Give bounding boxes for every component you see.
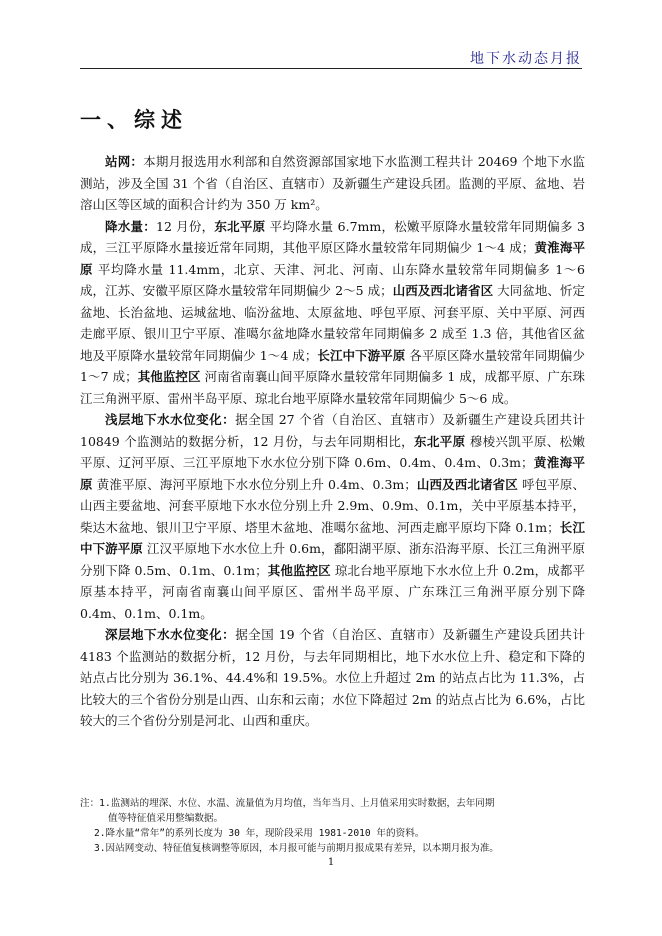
region-label: 东北平原 <box>414 433 466 449</box>
paragraph-text: 本期月报选用水利部和自然资源部国家地下水监测工程共计 20469 个地下水监测站，涉及全国 31 个省（自治区、直辖市）及新疆生产建设兵团。监测的平原、盆地、岩溶山区等区域的面积合计约为 350 万 km²。 <box>80 154 585 212</box>
paragraph-precipitation <box>80 216 585 410</box>
paragraph-text: 据全国 27 个省（自治区、直辖市）及新疆生产建设兵团共计 10849 个监测站的数据分析，12 月份，与去年同期相比， <box>80 412 585 449</box>
section-title: 一、综述 <box>80 108 188 132</box>
region-label: 山西及西北诸省区 <box>416 476 518 492</box>
paragraph-text: 琼北台地平原地下水水位上升 0.2m，成都平原基本持平，河南省南襄山间平原区、雷州半岛平原、广东珠江三角洲平原分别下降 0.4m、0.1m、0.1m。 <box>80 562 585 621</box>
region-label: 黄淮海平原 <box>80 240 585 277</box>
page-number: 1 <box>327 857 335 868</box>
paragraph-text: 河南省南襄山间平原降水量较常年同期偏多 1 成，成都平原、广东珠江三角洲平原、雷州半岛平原、琼北台地平原降水量较常年同期偏少 5～6 成。 <box>80 369 585 406</box>
header-divider <box>80 68 582 69</box>
paragraph-text: 12 月份， <box>156 218 215 234</box>
region-label: 长江中下游平原 <box>317 347 406 363</box>
paragraph-network <box>80 151 585 216</box>
paragraph-text: 各平原区降水量较常年同期偏少 1～7 成； <box>80 347 585 384</box>
footnote-3: 3.因站网变动、特征值复核调整等原因，本月报可能与前期月报成果有差异，以本期月报为准。 <box>94 843 499 854</box>
region-label: 其他监控区 <box>137 369 201 384</box>
paragraph-text: 平均降水量 6.7mm，松嫩平原降水量较常年同期偏多 3 成，三江平原降水量接近常年同期，其他平原区降水量较常年同期偏少 1～4 成； <box>80 218 585 255</box>
paragraph-text: 大同盆地、忻定盆地、长治盆地、运城盆地、临汾盆地、太原盆地、呼包平原、河套平原、关中平原、河西走廊平原、银川卫宁平原、准噶尔盆地降水量较常年同期偏多 2 成至 1.3 倍，其他省区盆地及平原降水量较常年同期偏少 1～4 成； <box>80 283 585 363</box>
region-label: 山西及西北诸省区 <box>392 283 494 298</box>
paragraph-text: 呼包平原、山西主要盆地、河套平原地下水水位分别上升 2.9m、0.9m、0.1m，关中平原基本持平，柴达木盆地、银川卫宁平原、塔里木盆地、准噶尔盆地、河西走廊平原均下降 0.1m； <box>80 476 585 535</box>
lead-label: 站网： <box>105 154 144 169</box>
lead-label: 浅层地下水水位变化： <box>105 412 236 427</box>
lead-label: 降水量： <box>105 218 157 234</box>
paragraph-deep-groundwater <box>80 624 585 732</box>
paragraph-shallow-groundwater <box>80 409 585 624</box>
footnote-1-continued: 值等特征值采用整编数据。 <box>108 813 224 824</box>
footnote-1: 注：1.监测站的埋深、水位、水温、流量值为月均值，当年当月、上月值采用实时数据，去年同期 <box>80 798 495 809</box>
paragraph-text: 据全国 19 个省（自治区、直辖市）及新疆生产建设兵团共计 4183 个监测站的数据分析，12 月份，与去年同期相比，地下水水位上升、稳定和下降的站点占比分别为 36.1%、44.4%和 19.5%。水位上升超过 2m 的站点占比为 11.3%，占比较大的三个省份分别是山西、山东和云南；水位下降超过 2m 的站点占比为 6.6%，占比较大的三个省份分别是河北、山西和重庆。 <box>80 627 585 728</box>
document-body <box>80 151 585 732</box>
region-label: 东北平原 <box>214 218 266 234</box>
paragraph-text: 平均降水量 11.4mm，北京、天津、河北、河南、山东降水量较常年同期偏多 1～6 成，江苏、安徽平原区降水量较常年同期偏少 2～5 成； <box>80 261 585 298</box>
paragraph-text: 江汉平原地下水水位上升 0.6m，鄱阳湖平原、浙东沿海平原、长江三角洲平原分别下降 0.5m、0.1m、0.1m； <box>80 541 585 578</box>
region-label: 长江中下游平原 <box>80 519 585 556</box>
paragraph-text: 黄淮平原、海河平原地下水水位分别上升 0.4m、0.3m； <box>92 476 417 492</box>
footnote-2: 2.降水量“常年”的系列长度为 30 年，现阶段采用 1981-2010 年的资料。 <box>94 828 425 839</box>
paragraph-text: 穆棱兴凯平原、松嫩平原、辽河平原、三江平原地下水水位分别下降 0.6m、0.4m、0.4m、0.3m； <box>80 433 585 470</box>
region-label: 其他监控区 <box>267 562 331 578</box>
header-title: 地下水动态月报 <box>470 51 582 67</box>
region-label: 黄淮海平原 <box>80 455 585 492</box>
footnotes <box>80 796 585 856</box>
lead-label: 深层地下水水位变化： <box>105 627 236 642</box>
